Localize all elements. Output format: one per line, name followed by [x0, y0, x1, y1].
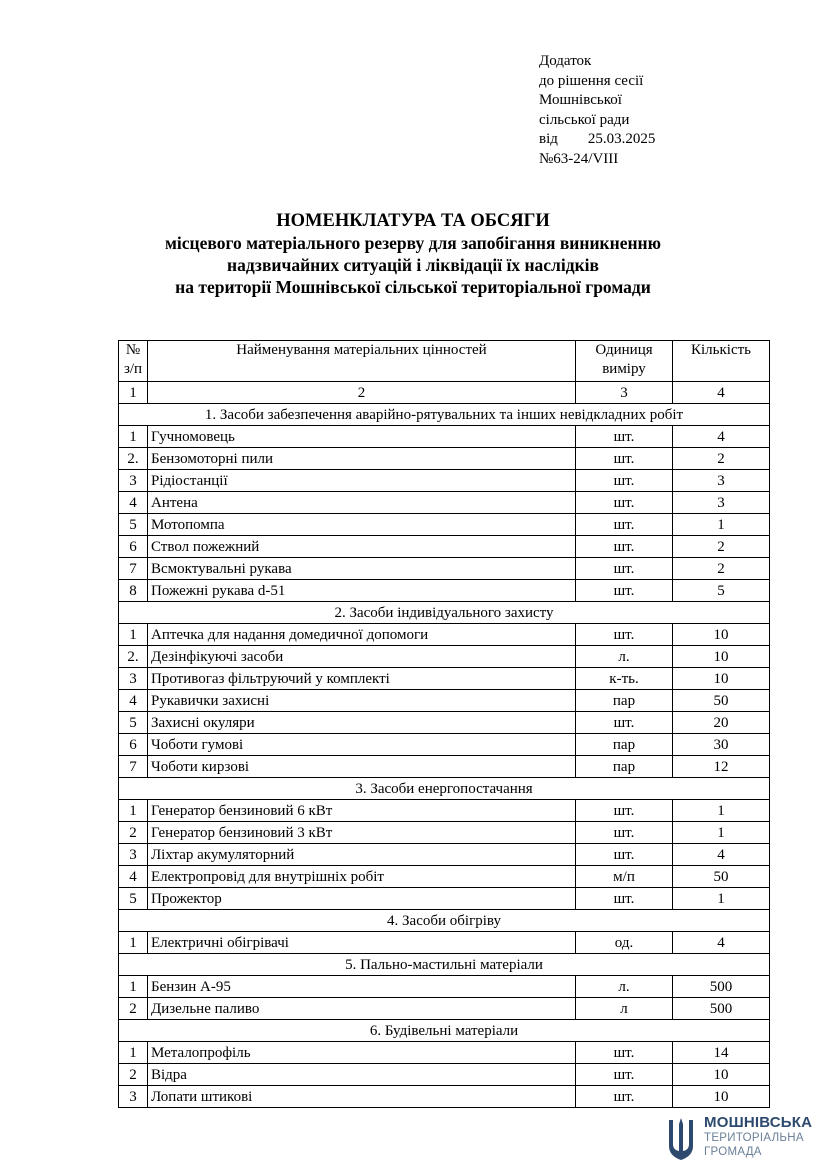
item-name: Противогаз фільтруючий у комплекті	[148, 668, 576, 690]
title-line-2: місцевого матеріального резерву для запобігання виникненню	[164, 233, 661, 253]
addendum-line: сільської ради	[539, 111, 630, 128]
item-unit: шт.	[576, 822, 673, 844]
column-number: 1	[119, 382, 148, 404]
header-num-line1: №	[125, 342, 141, 358]
item-unit: шт.	[576, 844, 673, 866]
date-prefix: від	[539, 131, 558, 147]
item-name: Антена	[148, 492, 576, 514]
item-unit: пар	[576, 690, 673, 712]
item-quantity: 50	[673, 866, 770, 888]
item-unit: шт.	[576, 536, 673, 558]
header-unit	[576, 341, 673, 382]
title-line-3: надзвичайних ситуацій і ліквідації їх наслідків	[227, 255, 599, 275]
table-row	[119, 1086, 770, 1108]
item-quantity: 12	[673, 756, 770, 778]
table-row	[119, 514, 770, 536]
table-row	[119, 976, 770, 998]
row-number: 8	[119, 580, 148, 602]
column-numbers-row	[119, 382, 770, 404]
item-quantity: 50	[673, 690, 770, 712]
item-unit: шт.	[576, 580, 673, 602]
item-quantity: 500	[673, 976, 770, 998]
table-row	[119, 624, 770, 646]
row-number: 7	[119, 756, 148, 778]
logo-line-3: ГРОМАДА	[704, 1146, 762, 1158]
document-title	[0, 210, 826, 298]
section-title: 4. Засоби обігріву	[119, 910, 770, 932]
table-row	[119, 998, 770, 1020]
table-row	[119, 448, 770, 470]
item-unit: л	[576, 998, 673, 1020]
community-logo	[666, 1114, 816, 1164]
row-number: 2	[119, 1064, 148, 1086]
header-name: Найменування матеріальних цінностей	[148, 341, 576, 382]
table-row	[119, 712, 770, 734]
item-name: Дизельне паливо	[148, 998, 576, 1020]
item-name: Електричні обігрівачі	[148, 932, 576, 954]
item-name: Прожектор	[148, 888, 576, 910]
addendum-line: Додаток	[539, 53, 592, 69]
row-number: 3	[119, 668, 148, 690]
section-title: 1. Засоби забезпечення аварійно-рятувальних та інших невідкладних робіт	[119, 404, 770, 426]
item-name: Чоботи кирзові	[148, 756, 576, 778]
item-name: Мотопомпа	[148, 514, 576, 536]
decision-number: №63-24/VIII	[539, 150, 619, 167]
item-unit: л.	[576, 976, 673, 998]
section-title: 3. Засоби енергопостачання	[119, 778, 770, 800]
table-row	[119, 580, 770, 602]
table-row	[119, 844, 770, 866]
item-unit: од.	[576, 932, 673, 954]
item-unit: шт.	[576, 492, 673, 514]
table-row	[119, 668, 770, 690]
table-row	[119, 866, 770, 888]
item-unit: шт.	[576, 1042, 673, 1064]
item-unit: пар	[576, 756, 673, 778]
item-unit: шт.	[576, 426, 673, 448]
section-row	[119, 404, 770, 426]
item-unit: м/п	[576, 866, 673, 888]
item-unit: шт.	[576, 514, 673, 536]
item-quantity: 20	[673, 712, 770, 734]
item-unit: шт.	[576, 558, 673, 580]
item-name: Гучномовець	[148, 426, 576, 448]
item-quantity: 10	[673, 668, 770, 690]
table-row	[119, 690, 770, 712]
row-number: 3	[119, 470, 148, 492]
item-quantity: 30	[673, 734, 770, 756]
item-quantity: 4	[673, 426, 770, 448]
row-number: 5	[119, 712, 148, 734]
item-quantity: 14	[673, 1042, 770, 1064]
item-unit: шт.	[576, 888, 673, 910]
row-number: 1	[119, 976, 148, 998]
item-quantity: 500	[673, 998, 770, 1020]
item-quantity: 4	[673, 844, 770, 866]
row-number: 1	[119, 932, 148, 954]
table-row	[119, 558, 770, 580]
item-name: Бензомоторні пили	[148, 448, 576, 470]
item-name: Електропровід для внутрішніх робіт	[148, 866, 576, 888]
table-row	[119, 888, 770, 910]
addendum-line: Мошнівської	[539, 92, 622, 108]
table-row	[119, 1064, 770, 1086]
nomenclature-table	[118, 340, 770, 1108]
addendum-block	[539, 52, 655, 169]
item-name: Рідіостанції	[148, 470, 576, 492]
item-name: Захисні окуляри	[148, 712, 576, 734]
item-name: Бензин А-95	[148, 976, 576, 998]
trident-emblem-icon	[666, 1116, 696, 1162]
table-row	[119, 646, 770, 668]
header-num	[119, 341, 148, 382]
table-row	[119, 426, 770, 448]
item-unit: л.	[576, 646, 673, 668]
decision-date: 25.03.2025	[587, 131, 656, 147]
logo-line-2: ТЕРИТОРІАЛЬНА	[704, 1132, 804, 1144]
row-number: 1	[119, 624, 148, 646]
column-number: 3	[576, 382, 673, 404]
item-unit: шт.	[576, 1086, 673, 1108]
item-name: Рукавички захисні	[148, 690, 576, 712]
item-quantity: 1	[673, 888, 770, 910]
row-number: 3	[119, 844, 148, 866]
row-number: 1	[119, 1042, 148, 1064]
item-quantity: 1	[673, 514, 770, 536]
table-row	[119, 734, 770, 756]
row-number: 6	[119, 536, 148, 558]
item-name: Ствол пожежний	[148, 536, 576, 558]
table-header-row	[119, 341, 770, 382]
table-row	[119, 822, 770, 844]
item-unit: шт.	[576, 1064, 673, 1086]
table-row	[119, 800, 770, 822]
item-name: Металопрофіль	[148, 1042, 576, 1064]
row-number: 5	[119, 514, 148, 536]
item-quantity: 10	[673, 646, 770, 668]
title-line-1: НОМЕНКЛАТУРА ТА ОБСЯГИ	[276, 211, 550, 231]
table-row	[119, 470, 770, 492]
row-number: 2	[119, 998, 148, 1020]
item-quantity: 10	[673, 1064, 770, 1086]
header-num-line2: з/п	[123, 361, 143, 377]
section-row	[119, 954, 770, 976]
item-name: Аптечка для надання домедичної допомоги	[148, 624, 576, 646]
item-quantity: 5	[673, 580, 770, 602]
row-number: 3	[119, 1086, 148, 1108]
item-quantity: 3	[673, 492, 770, 514]
item-quantity: 2	[673, 536, 770, 558]
row-number: 4	[119, 866, 148, 888]
table-row	[119, 756, 770, 778]
item-unit: к-ть.	[576, 668, 673, 690]
item-unit: шт.	[576, 712, 673, 734]
table-row	[119, 536, 770, 558]
header-qty: Кількість	[673, 341, 770, 382]
column-number: 2	[148, 382, 576, 404]
section-row	[119, 602, 770, 624]
item-quantity: 1	[673, 800, 770, 822]
row-number: 4	[119, 690, 148, 712]
item-name: Пожежні рукава d-51	[148, 580, 576, 602]
item-name: Відра	[148, 1064, 576, 1086]
logo-line-1: МОШНІВСЬКА	[704, 1114, 813, 1131]
addendum-line: до рішення сесії	[539, 72, 644, 89]
item-unit: шт.	[576, 624, 673, 646]
item-name: Чоботи гумові	[148, 734, 576, 756]
row-number: 7	[119, 558, 148, 580]
row-number: 2.	[119, 646, 148, 668]
section-row	[119, 778, 770, 800]
column-number: 4	[673, 382, 770, 404]
item-name: Лопати штикові	[148, 1086, 576, 1108]
title-line-4: на території Мошнівської сільської територіальної громади	[175, 277, 651, 297]
header-unit-line2: виміру	[602, 361, 646, 377]
table-row	[119, 1042, 770, 1064]
row-number: 4	[119, 492, 148, 514]
item-quantity: 10	[673, 1086, 770, 1108]
item-unit: шт.	[576, 470, 673, 492]
item-quantity: 3	[673, 470, 770, 492]
section-title: 6. Будівельні матеріали	[119, 1020, 770, 1042]
item-unit: шт.	[576, 448, 673, 470]
section-row	[119, 1020, 770, 1042]
item-quantity: 2	[673, 558, 770, 580]
item-quantity: 10	[673, 624, 770, 646]
row-number: 6	[119, 734, 148, 756]
section-title: 2. Засоби індивідуального захисту	[119, 602, 770, 624]
header-unit-line1: Одиниця	[595, 342, 653, 358]
row-number: 1	[119, 426, 148, 448]
item-name: Ліхтар акумуляторний	[148, 844, 576, 866]
item-quantity: 4	[673, 932, 770, 954]
item-quantity: 1	[673, 822, 770, 844]
item-name: Дезінфікуючі засоби	[148, 646, 576, 668]
addendum-date-line	[539, 130, 655, 150]
row-number: 5	[119, 888, 148, 910]
table-row	[119, 492, 770, 514]
table-row	[119, 932, 770, 954]
row-number: 2	[119, 822, 148, 844]
item-unit: шт.	[576, 800, 673, 822]
section-title: 5. Пально-мастильні матеріали	[119, 954, 770, 976]
row-number: 2.	[119, 448, 148, 470]
item-name: Генератор бензиновий 3 кВт	[148, 822, 576, 844]
row-number: 1	[119, 800, 148, 822]
item-quantity: 2	[673, 448, 770, 470]
section-row	[119, 910, 770, 932]
item-name: Генератор бензиновий 6 кВт	[148, 800, 576, 822]
item-unit: пар	[576, 734, 673, 756]
item-name: Всмоктувальні рукава	[148, 558, 576, 580]
